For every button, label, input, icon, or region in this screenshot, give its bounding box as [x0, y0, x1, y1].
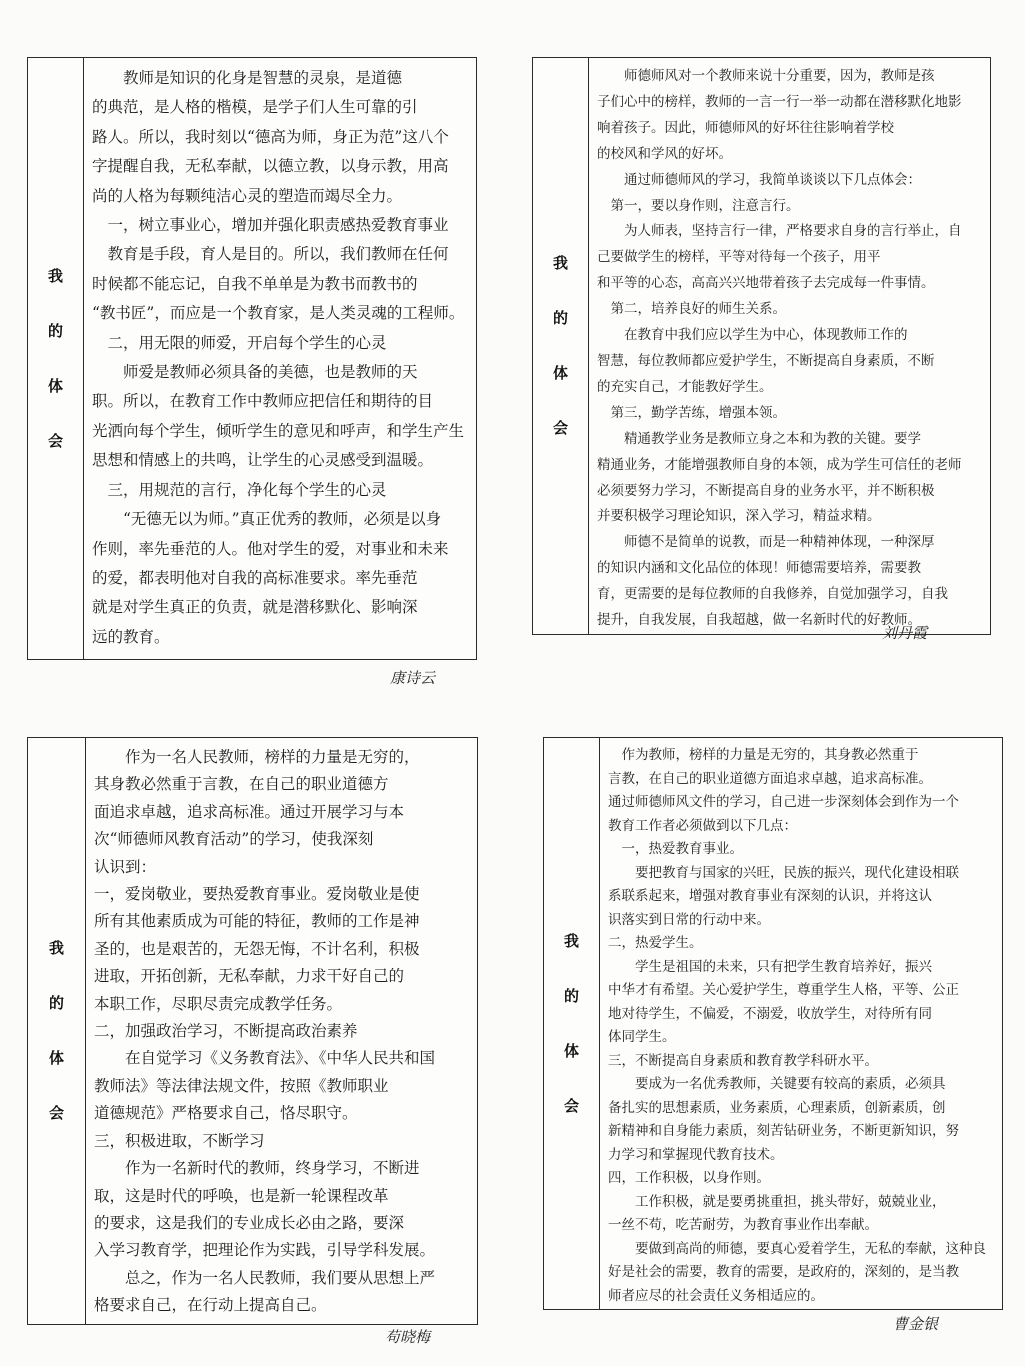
text-line: 师爱是教师必须具备的美德，也是教师的天 [123, 363, 418, 382]
form-label-column [28, 738, 86, 1324]
text-line: 所有其他素质成为可能的特征，教师的工作是神 [94, 912, 420, 931]
text-line: 字提醒自我，无私奉献，以德立教，以身示教，用高 [92, 157, 449, 176]
text-line: 通过师德师风的学习，我简单谈谈以下几点体会： [624, 171, 921, 188]
form-label-char: 我 [47, 266, 63, 285]
text-line: 系联系起来，增强对教育事业有深刻的认识，并将这认 [608, 888, 932, 904]
text-line: 尚的人格为每颗纯洁心灵的塑造而竭尽全力。 [92, 186, 403, 205]
text-line: 地对待学生，不偏爱，不溺爱，收放学生，对待所有同 [608, 1005, 932, 1022]
form-label-char: 体 [47, 376, 63, 395]
text-line: 面追求卓越，追求高标准。通过开展学习与本 [94, 802, 405, 821]
text-line: 的爱，都表明他对自我的高标准要求。率先垂范 [92, 568, 418, 587]
text-line: 识落实到日常的行动中来。 [608, 911, 770, 928]
text-line: 的充实自己，才能教好学生。 [597, 378, 773, 395]
text-line: 教育工作者必须做到以下几点： [608, 817, 797, 834]
text-line: 体同学生。 [608, 1029, 676, 1045]
text-line: 提升，自我发展，自我超越，做一名新时代的好教师。 [597, 612, 921, 629]
text-line: 新精神和自身能力素质，刻苦钻研业务，不断更新知识，努 [608, 1123, 959, 1139]
text-line: 其身教必然重于言教，在自己的职业道德方 [94, 775, 389, 794]
section-heading: 三，不断提高自身素质和教育教学科研水平。 [608, 1052, 878, 1069]
text-line: 一丝不苟，吃苦耐劳，为教育事业作出奉献。 [608, 1217, 878, 1233]
form-label-char: 我 [552, 254, 568, 272]
text-line: 教师是知识的化身是智慧的灵泉，是道德 [123, 69, 403, 87]
text-line: 工作积极，就是要勇挑重担，挑头带好，兢兢业业， [635, 1193, 946, 1210]
text-line: 远的教育。 [92, 627, 170, 646]
signature: 苟晓梅 [385, 1328, 431, 1346]
text-line: 道德规范》严格要求自己，恪尽职守。 [94, 1104, 358, 1123]
handwritten-text-area [84, 58, 476, 659]
text-line: 进取，开拓创新，无私奉献，力求干好自己的 [94, 967, 405, 986]
text-line: 师德不是简单的说教，而是一种精神体现，一种深厚 [624, 534, 935, 551]
text-line: 力学习和掌握现代教育技术。 [608, 1146, 784, 1163]
handwritten-text-area [86, 738, 477, 1324]
text-line: 师者应尽的社会责任义务相适应的。 [608, 1287, 824, 1304]
section-heading: 一，爱岗敬业，要热爱教育事业。爱岗敬业是使 [94, 885, 420, 904]
section-heading: 第一，要以身作则，注意言行。 [610, 197, 800, 214]
form-label-char: 会 [552, 419, 568, 437]
section-heading: 三，用规范的言行，净化每个学生的心灵 [107, 480, 387, 499]
text-line: 路人。所以，我时刻以“德高为师，身正为范”这八个 [92, 127, 449, 146]
text-line: 好是社会的需要，教育的需要，是政府的，深刻的，是当教 [608, 1264, 959, 1280]
text-line: 精通业务，才能增强教师自身的本领，成为学生可信任的老师 [597, 456, 962, 473]
form-label-char: 体 [48, 1049, 64, 1067]
form-label-column [544, 738, 600, 1309]
text-line: 必须要努力学习，不断提高自身的业务水平，并不断积极 [597, 482, 935, 499]
text-line: “教书匠”，而应是一个教育家，是人类灵魂的工程师。 [92, 304, 465, 323]
form-label-char: 的 [552, 309, 568, 327]
text-line: 作为一名新时代的教师，终身学习，不断进 [125, 1159, 420, 1178]
form-label-column [533, 58, 589, 634]
text-line: 教师法》等法律法规文件，按照《教师职业 [94, 1076, 389, 1095]
section-heading: 一，热爱教育事业。 [621, 841, 743, 857]
text-line: 和平等的心态，高高兴兴地带着孩子去完成每一件事情。 [597, 275, 935, 292]
text-line: 的要求，这是我们的专业成长必由之路，要深 [94, 1213, 405, 1232]
text-line: 在教育中我们应以学生为中心，体现教师工作的 [624, 327, 908, 344]
text-line: 取，这是时代的呼唤，也是新一轮课程改革 [94, 1186, 389, 1205]
handwritten-text-area [589, 58, 990, 634]
handwritten-text-area [600, 738, 1002, 1309]
form-label-char: 体 [563, 1041, 579, 1060]
text-line: 格要求自己，在行动上提高自己。 [94, 1296, 327, 1315]
form-label-char: 会 [48, 1104, 64, 1122]
text-line: 要成为一名优秀教师，关键要有较高的素质，必须具 [635, 1076, 946, 1092]
form-label-char: 的 [563, 986, 579, 1005]
text-line: 为人师表，坚持言行一律，严格要求自身的言行举止，自 [624, 223, 962, 240]
section-heading: 二，用无限的师爱，开启每个学生的心灵 [107, 333, 387, 352]
reflection-form-2 [532, 57, 991, 635]
text-line: 总之，作为一名人民教师，我们要从思想上严 [125, 1268, 436, 1287]
section-heading: 二，热爱学生。 [608, 935, 703, 951]
text-line: 认识到： [94, 857, 157, 876]
section-heading: 第二，培养良好的师生关系。 [610, 301, 786, 318]
text-line: 的知识内涵和文化品位的体现！师德需要培养，需要教 [597, 560, 921, 577]
form-label-char: 会 [563, 1096, 579, 1115]
text-line: 响着孩子。因此，师德师风的好坏往往影响着学校 [597, 119, 894, 136]
text-line: 中华才有希望。关心爱护学生，尊重学生人格，平等、公正 [608, 982, 959, 998]
text-line: 在自觉学习《义务教育法》、《中华人民共和国 [125, 1049, 436, 1068]
form-label-column [28, 58, 84, 659]
text-line: 通过师德师风文件的学习，自己进一步深刻体会到作为一个 [608, 794, 959, 810]
form-label-char: 的 [47, 321, 63, 340]
text-line: 的校风和学风的好坏。 [597, 145, 732, 162]
signature: 康诗云 [390, 669, 436, 687]
reflection-form-1 [27, 57, 477, 660]
text-line: 教育是手段，育人是目的。所以，我们教师在任何 [107, 245, 449, 264]
text-line: 精通教学业务是教师立身之本和为教的关键。要学 [624, 430, 921, 447]
section-heading: 第三，勤学苦练，增强本领。 [610, 404, 786, 421]
form-label-char: 我 [48, 939, 64, 957]
text-line: 备扎实的思想素质，业务素质，心理素质，创新素质，创 [608, 1099, 946, 1116]
section-heading: 四，工作积极，以身作则。 [608, 1170, 770, 1186]
text-line: 师德师风对一个教师来说十分重要，因为，教师是孩 [624, 68, 935, 84]
text-line: 育，更需要的是每位教师的自我修养，自觉加强学习，自我 [597, 586, 948, 603]
text-line: 要做到高尚的师德，要真心爱着学生，无私的奉献，这种良 [635, 1240, 986, 1257]
text-line: 的典范，是人格的楷模，是学子们人生可靠的引 [92, 98, 418, 117]
form-label-char: 会 [47, 431, 63, 450]
text-line: 圣的，也是艰苦的，无怨无悔，不计名利，积极 [94, 939, 420, 958]
text-line: 入学习教育学，把理论作为实践，引导学科发展。 [94, 1241, 436, 1260]
text-line: 光洒向每个学生，倾听学生的意见和呼声，和学生产生 [92, 421, 465, 440]
form-label-char: 的 [48, 994, 64, 1012]
section-heading: 二，加强政治学习，不断提高政治素养 [94, 1022, 358, 1041]
reflection-form-3 [27, 737, 478, 1325]
text-line: 要把教育与国家的兴旺，民族的振兴，现代化建设相联 [635, 864, 959, 881]
text-line: 智慧，每位教师都应爱护学生，不断提高自身素质，不断 [597, 352, 935, 369]
text-line: 学生是祖国的未来，只有把学生教育培养好，振兴 [635, 958, 932, 975]
text-line: 时候都不能忘记，自我不单单是为教书而教书的 [92, 274, 418, 293]
text-line: 作为教师，榜样的力量是无穷的，其身教必然重于 [621, 747, 919, 763]
text-line: 言教，在自己的职业道德方面追求卓越，追求高标准。 [608, 770, 932, 787]
signature: 刘丹霞 [882, 624, 928, 642]
text-line: 就是对学生真正的负责，就是潜移默化、影响深 [92, 598, 418, 617]
text-line: 作则，率先垂范的人。他对学生的爱，对事业和未来 [92, 539, 449, 558]
text-line: 己要做学生的榜样，平等对待每一个孩子，用平 [597, 249, 881, 266]
section-heading: 三，积极进取，不断学习 [94, 1131, 265, 1150]
text-line: 并要积极学习理论知识，深入学习，精益求精。 [597, 508, 881, 525]
section-heading: 一，树立事业心，增加并强化职责感热爱教育事业 [107, 216, 449, 235]
signature: 曹金银 [893, 1315, 939, 1333]
text-line: “无德无以为师。”真正优秀的教师，必须是以身 [123, 510, 442, 529]
text-line: 作为一名人民教师，榜样的力量是无穷的， [125, 748, 420, 766]
form-label-char: 体 [552, 364, 568, 382]
text-line: 子们心中的榜样，教师的一言一行一举一动都在潜移默化地影 [597, 93, 962, 110]
text-line: 职。所以，在教育工作中教师应把信任和期待的目 [92, 392, 434, 411]
text-line: 次“师德师风教育活动”的学习，使我深刻 [94, 830, 374, 849]
form-label-char: 我 [563, 931, 579, 950]
reflection-form-4 [543, 737, 1003, 1310]
text-line: 思想和情感上的共鸣，让学生的心灵感受到温暖。 [92, 451, 434, 470]
text-line: 本职工作，尽职尽责完成教学任务。 [94, 994, 343, 1013]
